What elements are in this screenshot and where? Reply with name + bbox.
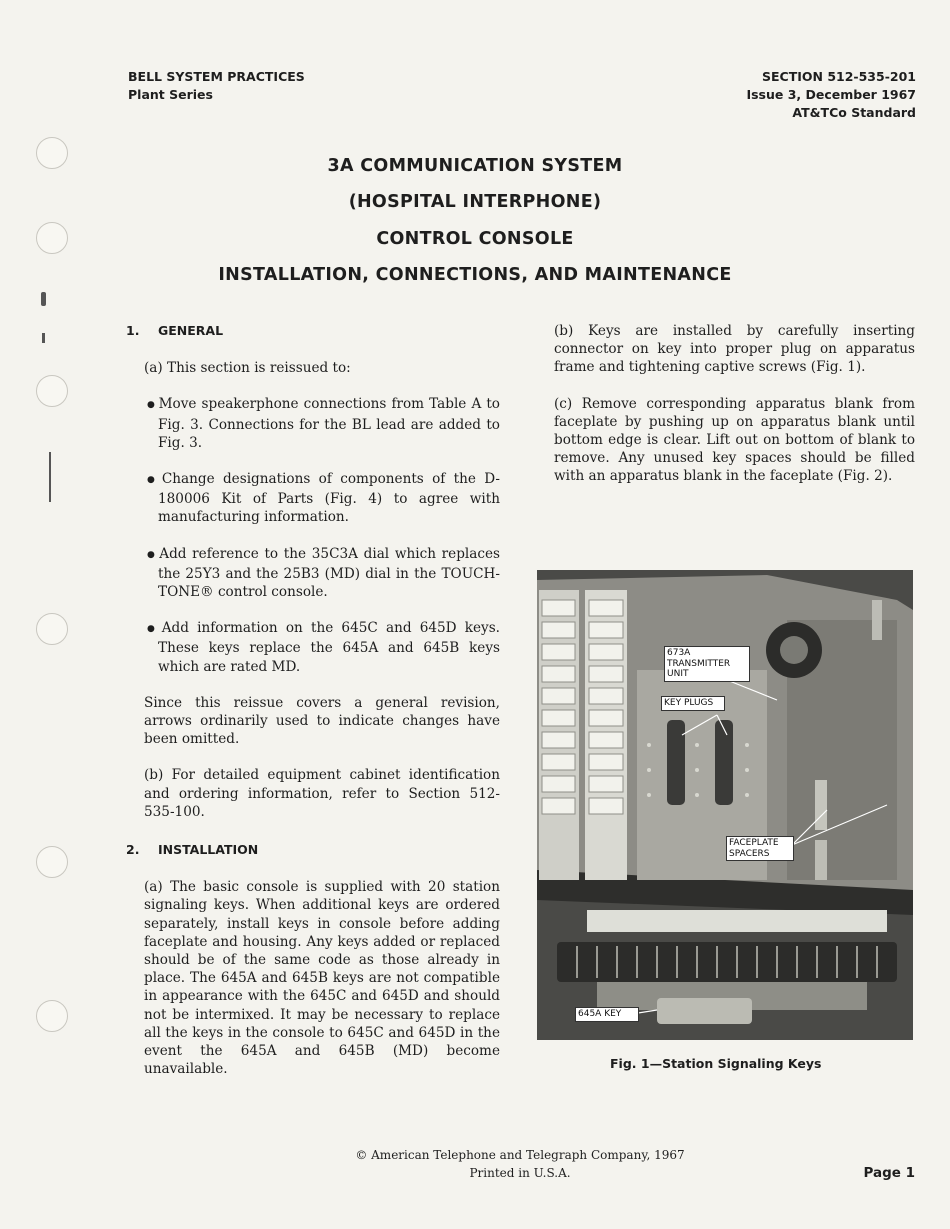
section-2-para-a: (a) The basic console is supplied with 20 station signaling keys. When additional keys are ordered separately, install keys in console before adding faceplate and housing. Any keys added or replaced should be of the same code as those already in place. The 645A and 645B keys are not compatible in appearance with the 645C and 645D and should not be intermixed. It may be necessary to replace all the keys in the console to 645C and 645D in the event the 645A and 645B (MD) become unavailable. (144, 879, 500, 1078)
section-1-para-a: (a) This section is reissued to: (144, 360, 351, 377)
section-number: SECTION 512-535-201 (762, 69, 916, 84)
binder-hole (36, 1000, 68, 1032)
label-faceplate-spacers: FACEPLATE SPACERS (726, 836, 794, 861)
bullet-item: ● Change designations of components of the D-180006 Kit of Parts (Fig. 4) to agree with manufacturing information. (126, 470, 500, 527)
binder-mark (41, 292, 46, 306)
binder-hole (36, 613, 68, 645)
section-2-para-c: (c) Remove corresponding apparatus blank from faceplate by pushing up on apparatus blank until bottom edge is clear. Lift out on bottom of blank to remove. Any unused key spaces should be filled with an apparatus blank in the faceplate (Fig. 2). (554, 395, 915, 485)
page-number: Page 1 (863, 1165, 915, 1181)
publication-series: Plant Series (128, 87, 213, 102)
binder-mark (42, 333, 45, 343)
section-2-heading: 2. INSTALLATION (126, 842, 259, 858)
issue-date: Issue 3, December 1967 (746, 87, 916, 102)
revision-note: Since this reissue covers a general revision, arrows ordinarily used to indicate changes have been omitted. (144, 694, 500, 748)
console-photo-illustration (537, 570, 913, 1040)
document-title-line-3: CONTROL CONSOLE (376, 229, 574, 249)
section-2-para-b: (b) Keys are installed by carefully inserting connector on key into proper plug on apparatus frame and tightening captive screws (Fig. 1). (554, 323, 915, 376)
bullet-item: ● Add information on the 645C and 645D keys. These keys replace the 645A and 645B keys which are rated MD. (126, 619, 500, 676)
standard-label: AT&TCo Standard (792, 105, 916, 120)
left-column (126, 322, 500, 1079)
label-transmitter-unit: 673A TRANSMITTER UNIT (664, 646, 750, 682)
bullet-item: ● Add reference to the 35C3A dial which replaces the 25Y3 and the 25B3 (MD) dial in the TOUCH-TONE® control console. (126, 545, 500, 602)
binder-mark (49, 452, 51, 502)
figure-1-photo (537, 570, 913, 1040)
label-key-plugs: KEY PLUGS (661, 696, 725, 711)
figure-caption: Fig. 1—Station Signaling Keys (610, 1056, 822, 1071)
document-title-line-1: 3A COMMUNICATION SYSTEM (327, 156, 623, 176)
document-header-left (128, 68, 305, 104)
binder-hole (36, 846, 68, 878)
footer (330, 1146, 710, 1182)
label-645a-key: 645A KEY (575, 1007, 639, 1022)
document-title-line-2: (HOSPITAL INTERPHONE) (348, 192, 602, 212)
section-1-para-b: (b) For detailed equipment cabinet identification and ordering information, refer to Section 512-535-100. (144, 767, 500, 820)
section-1-heading: 1. GENERAL (126, 323, 224, 338)
document-header-right (746, 68, 916, 122)
publication-title: BELL SYSTEM PRACTICES (128, 69, 305, 84)
printed-notice: Printed in U.S.A. (469, 1166, 571, 1180)
right-column (554, 322, 915, 486)
document-title-line-4: INSTALLATION, CONNECTIONS, AND MAINTENANCE (218, 265, 732, 285)
copyright-notice: © American Telephone and Telegraph Company, 1967 (355, 1148, 685, 1162)
bullet-item: ● Move speakerphone connections from Table A to Fig. 3. Connections for the BL lead are added to Fig. 3. (126, 395, 500, 452)
binder-hole (36, 375, 68, 407)
